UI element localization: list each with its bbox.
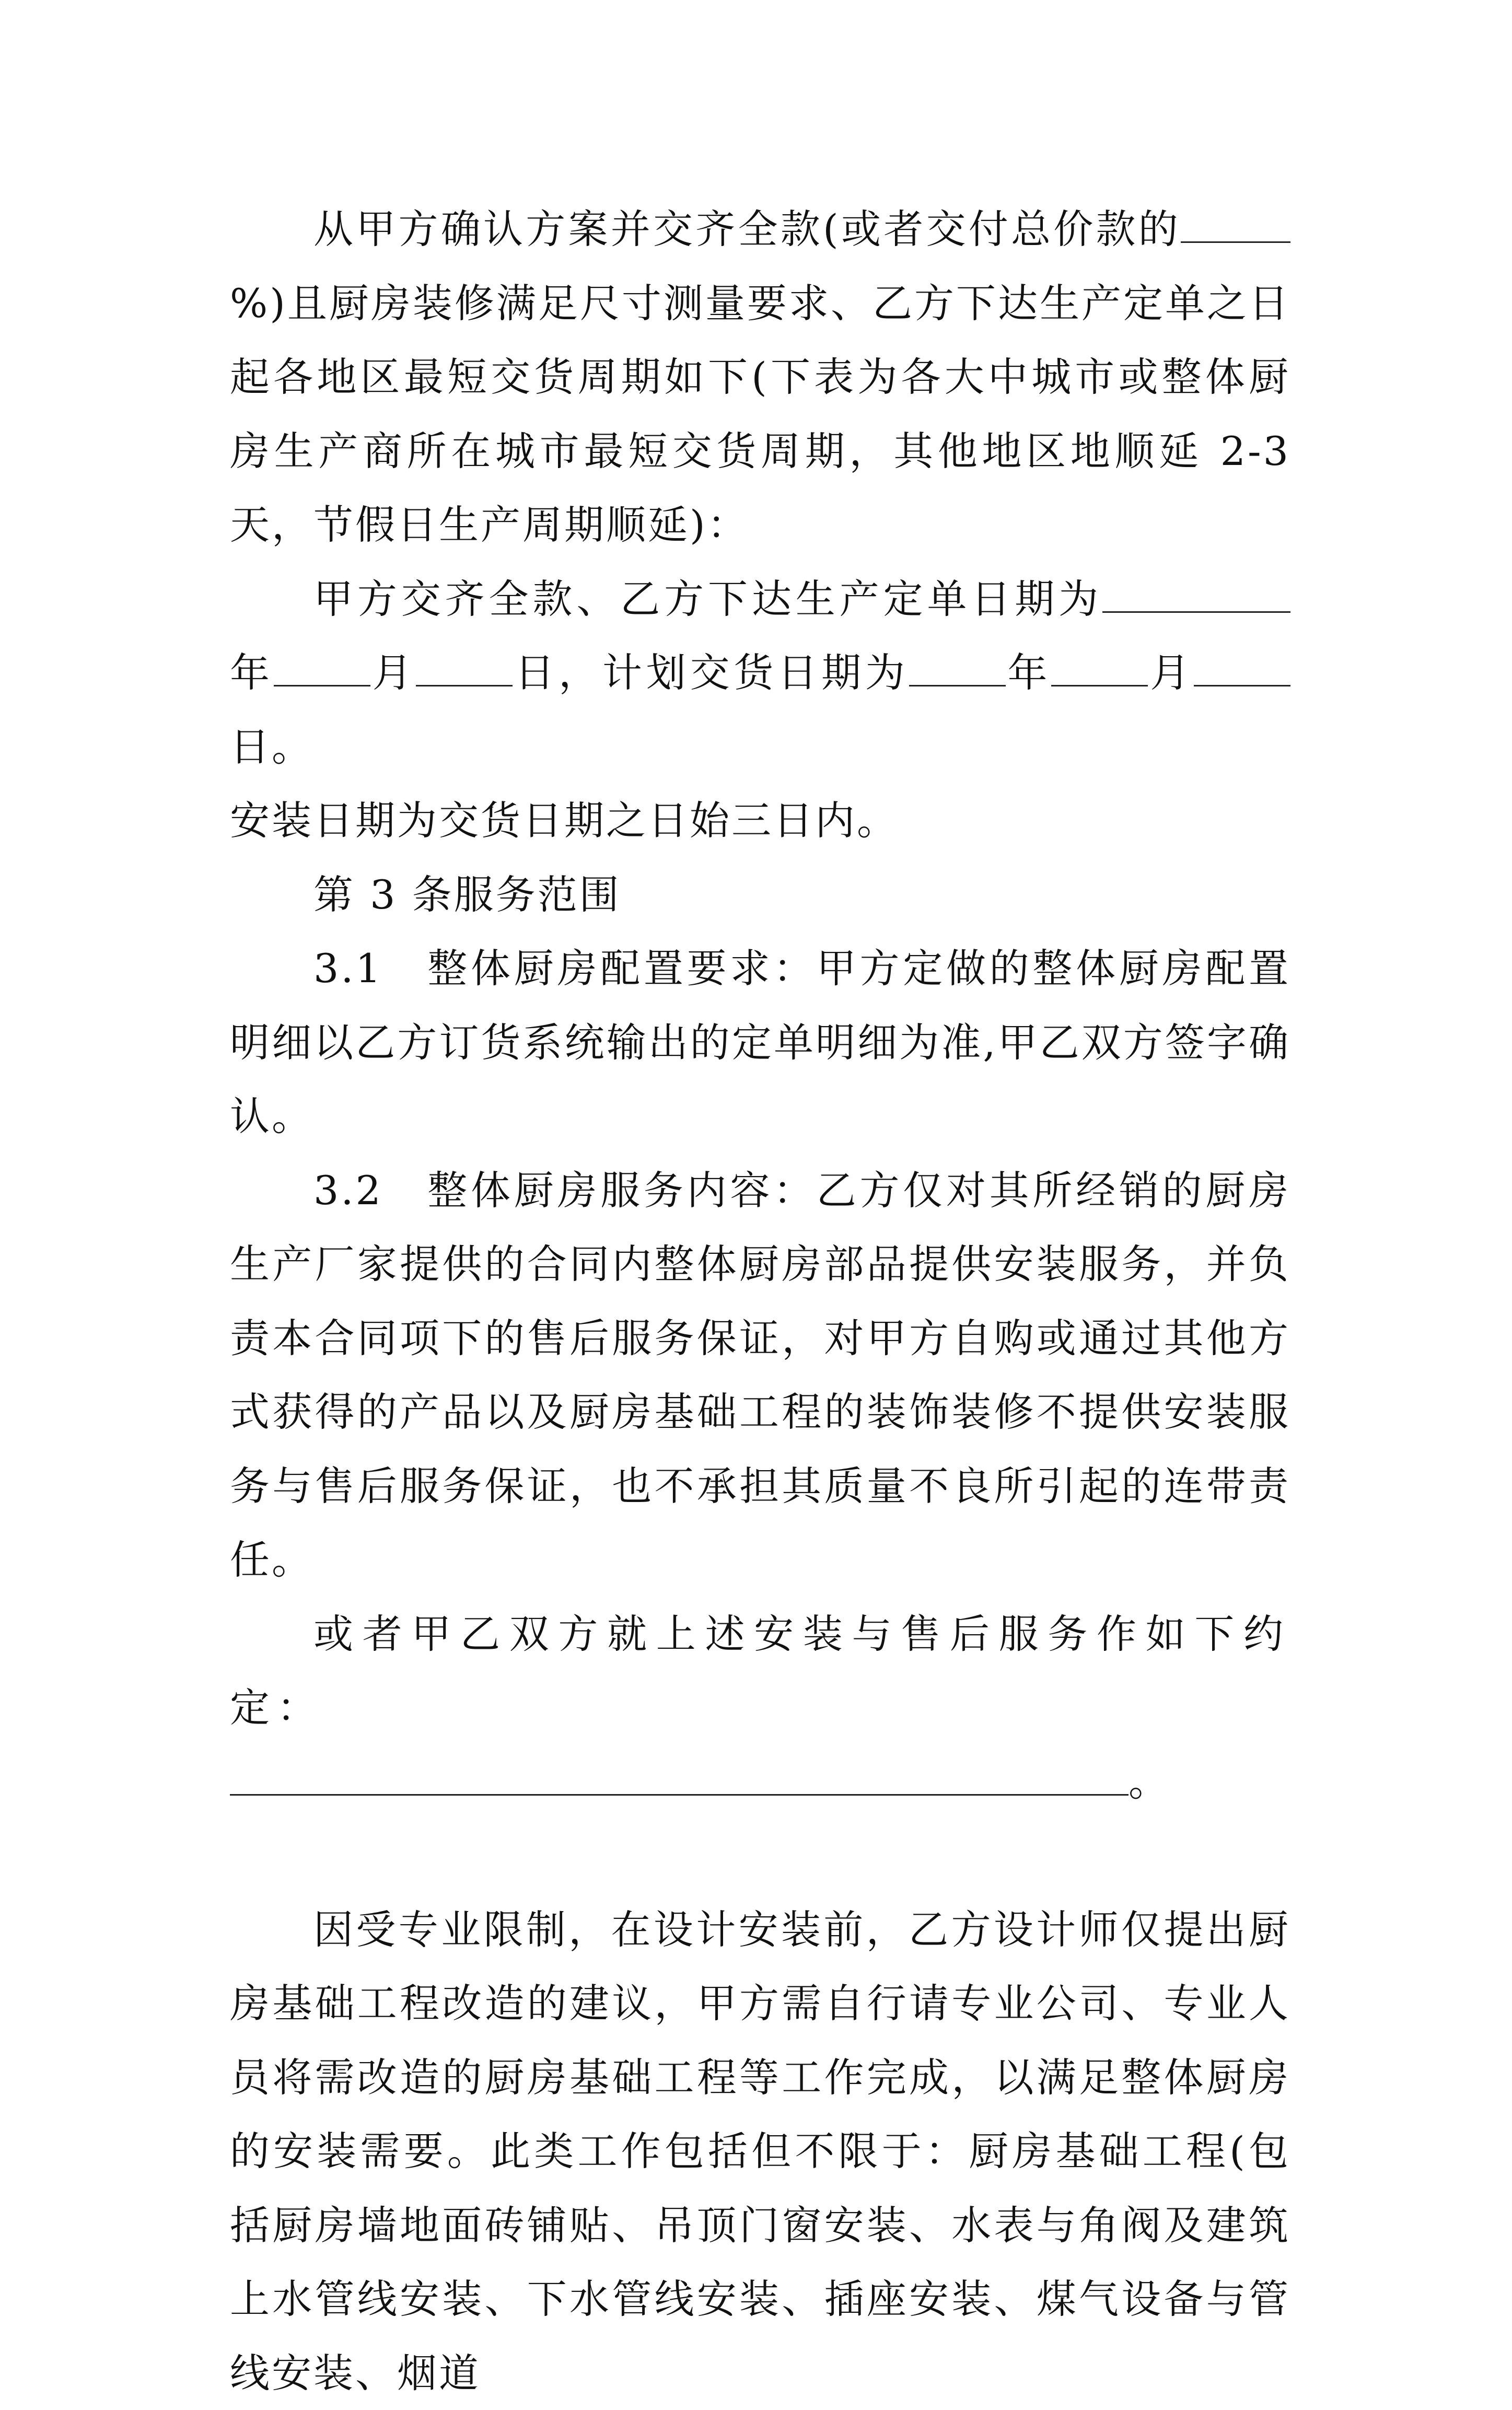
paragraph-delivery-terms — [230, 192, 1290, 562]
order-month-blank — [274, 654, 370, 686]
percentage-blank — [1181, 210, 1290, 243]
order-year-label: 年 — [230, 649, 274, 696]
paragraph-agreement-blank-line — [230, 1745, 1290, 1819]
delivery-day-blank — [1194, 654, 1290, 686]
order-year-blank — [1102, 580, 1290, 613]
delivery-month-blank — [1051, 654, 1148, 686]
paragraph-install-date: 安装日期为交货日期之日始三日内。 — [230, 784, 1290, 858]
delivery-year-blank — [909, 654, 1006, 686]
paragraph-gap — [230, 1819, 1290, 1893]
paragraph-alternative-agreement: 或者甲乙双方就上述安装与售后服务作如下约定： — [230, 1597, 1290, 1745]
agreement-end-mark: 。 — [1129, 1759, 1170, 1805]
delivery-date-label: 日，计划交货日期为 — [513, 649, 909, 696]
section-heading-service-scope: 第 3 条服务范围 — [230, 858, 1290, 932]
document-body — [230, 192, 1290, 2410]
delivery-year-label: 年 — [1006, 649, 1052, 696]
delivery-day-label: 日。 — [230, 724, 313, 770]
agreement-blank — [230, 1763, 1129, 1796]
order-month-label: 月 — [370, 649, 416, 696]
delivery-terms-text-1: 从甲方确认方案并交齐全款(或者交付总价款的 — [313, 206, 1181, 252]
paragraph-clause-3-1: 3.1 整体厨房配置要求：甲方定做的整体厨房配置明细以乙方订货系统输出的定单明细为准,甲乙双方签字确认。 — [230, 932, 1290, 1154]
order-day-blank — [416, 654, 513, 686]
order-date-label: 甲方交齐全款、乙方下达生产定单日期为 — [313, 576, 1102, 622]
paragraph-base-works: 因受专业限制，在设计安装前，乙方设计师仅提出厨房基础工程改造的建议，甲方需自行请专业公司、专业人员将需改造的厨房基础工程等工作完成，以满足整体厨房的安装需要。此类工作包括但不限于：厨房基础工程(包括厨房墙地面砖铺贴、吊顶门窗安装、水表与角阀及建筑上水管线安装、下水管线安装、插座安装、煤气设备与管线安装、烟道 — [230, 1893, 1290, 2410]
paragraph-clause-3-2: 3.2 整体厨房服务内容：乙方仅对其所经销的厨房生产厂家提供的合同内整体厨房部品提供安装服务，并负责本合同项下的售后服务保证，对甲方自购或通过其他方式获得的产品以及厨房基础工程的装饰装修不提供安装服务与售后服务保证，也不承担其质量不良所引起的连带责任。 — [230, 1154, 1290, 1597]
delivery-terms-text-2: %)且厨房装修满足尺寸测量要求、乙方下达生产定单之日起各地区最短交货周期如下(下表为各大中城市或整体厨房生产商所在城市最短交货周期，其他地区地顺延 2-3 天，节假日生产周期顺延)： — [230, 280, 1290, 549]
delivery-month-label: 月 — [1148, 649, 1194, 696]
paragraph-order-dates — [230, 562, 1290, 784]
